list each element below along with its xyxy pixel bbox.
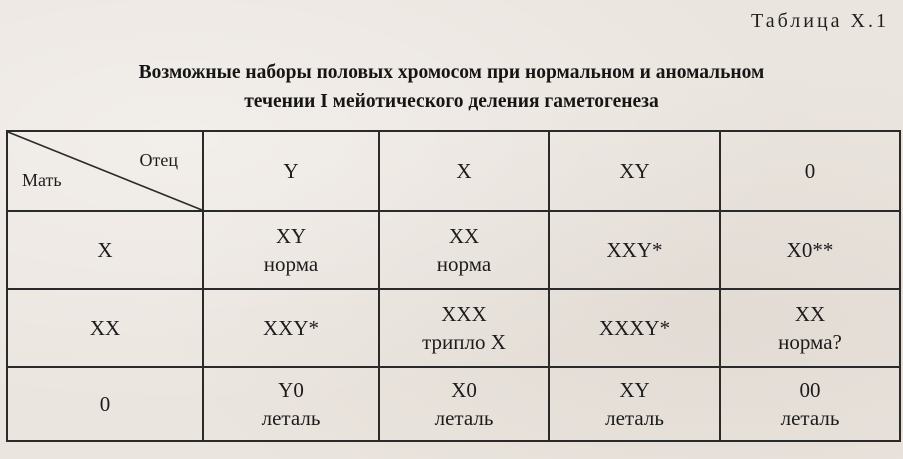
- genotype-text: X0**: [786, 238, 834, 262]
- mother-label: Мать: [22, 170, 62, 190]
- genotype-text: XXY*: [606, 238, 663, 262]
- table-number-label: Таблица X.1: [751, 10, 889, 32]
- outcome-text: леталь: [261, 406, 321, 430]
- caption-line-1: Возможные наборы половых хромосом при нормальном и аномальном: [138, 62, 765, 83]
- genotype-text: X0: [451, 378, 477, 402]
- genotype-cell: [203, 367, 379, 441]
- genotype-cell: [203, 289, 379, 367]
- outcome-text: леталь: [605, 406, 664, 430]
- mother-header-cell: X: [7, 211, 203, 289]
- genotype-text: Y0: [278, 378, 304, 402]
- chromosome-sets-table: [6, 130, 901, 442]
- table-row: [7, 211, 900, 289]
- genotype-cell: [720, 367, 900, 441]
- genotype-cell: [203, 211, 379, 289]
- genotype-text: XY: [275, 224, 307, 248]
- genotype-cell: [720, 211, 900, 289]
- genotype-cell: [379, 367, 549, 441]
- father-header-cell: Y: [203, 131, 379, 211]
- genotype-text: XXX: [441, 302, 487, 326]
- genotype-text: 00: [799, 378, 821, 402]
- table-caption: [0, 58, 903, 116]
- genotype-text: XXXY*: [598, 316, 671, 340]
- genotype-cell: [549, 289, 720, 367]
- genotype-cell: [549, 367, 720, 441]
- outcome-text: норма?: [778, 330, 842, 354]
- genotype-text: XXY*: [263, 316, 319, 340]
- table-row: [7, 289, 900, 367]
- outcome-text: норма: [263, 252, 319, 276]
- genotype-text: XY: [619, 378, 650, 402]
- genotype-cell: [549, 211, 720, 289]
- father-header-cell: X: [379, 131, 549, 211]
- outcome-text: трипло X: [422, 330, 506, 354]
- outcome-text: леталь: [780, 406, 840, 430]
- corner-cell: [7, 131, 203, 211]
- caption-line-2: течении I мейотического деления гаметогенеза: [244, 91, 659, 112]
- father-label: Отец: [139, 150, 178, 170]
- genotype-cell: [720, 289, 900, 367]
- header-row: [7, 131, 900, 211]
- mother-header-cell: XX: [7, 289, 203, 367]
- mother-header-cell: 0: [7, 367, 203, 441]
- genotype-text: XX: [448, 224, 480, 248]
- genotype-text: XX: [794, 302, 826, 326]
- genotype-cell: [379, 211, 549, 289]
- father-header-cell: 0: [720, 131, 900, 211]
- father-header-cell: XY: [549, 131, 720, 211]
- outcome-text: леталь: [434, 406, 494, 430]
- table-row: [7, 367, 900, 441]
- outcome-text: норма: [436, 252, 492, 276]
- genotype-cell: [379, 289, 549, 367]
